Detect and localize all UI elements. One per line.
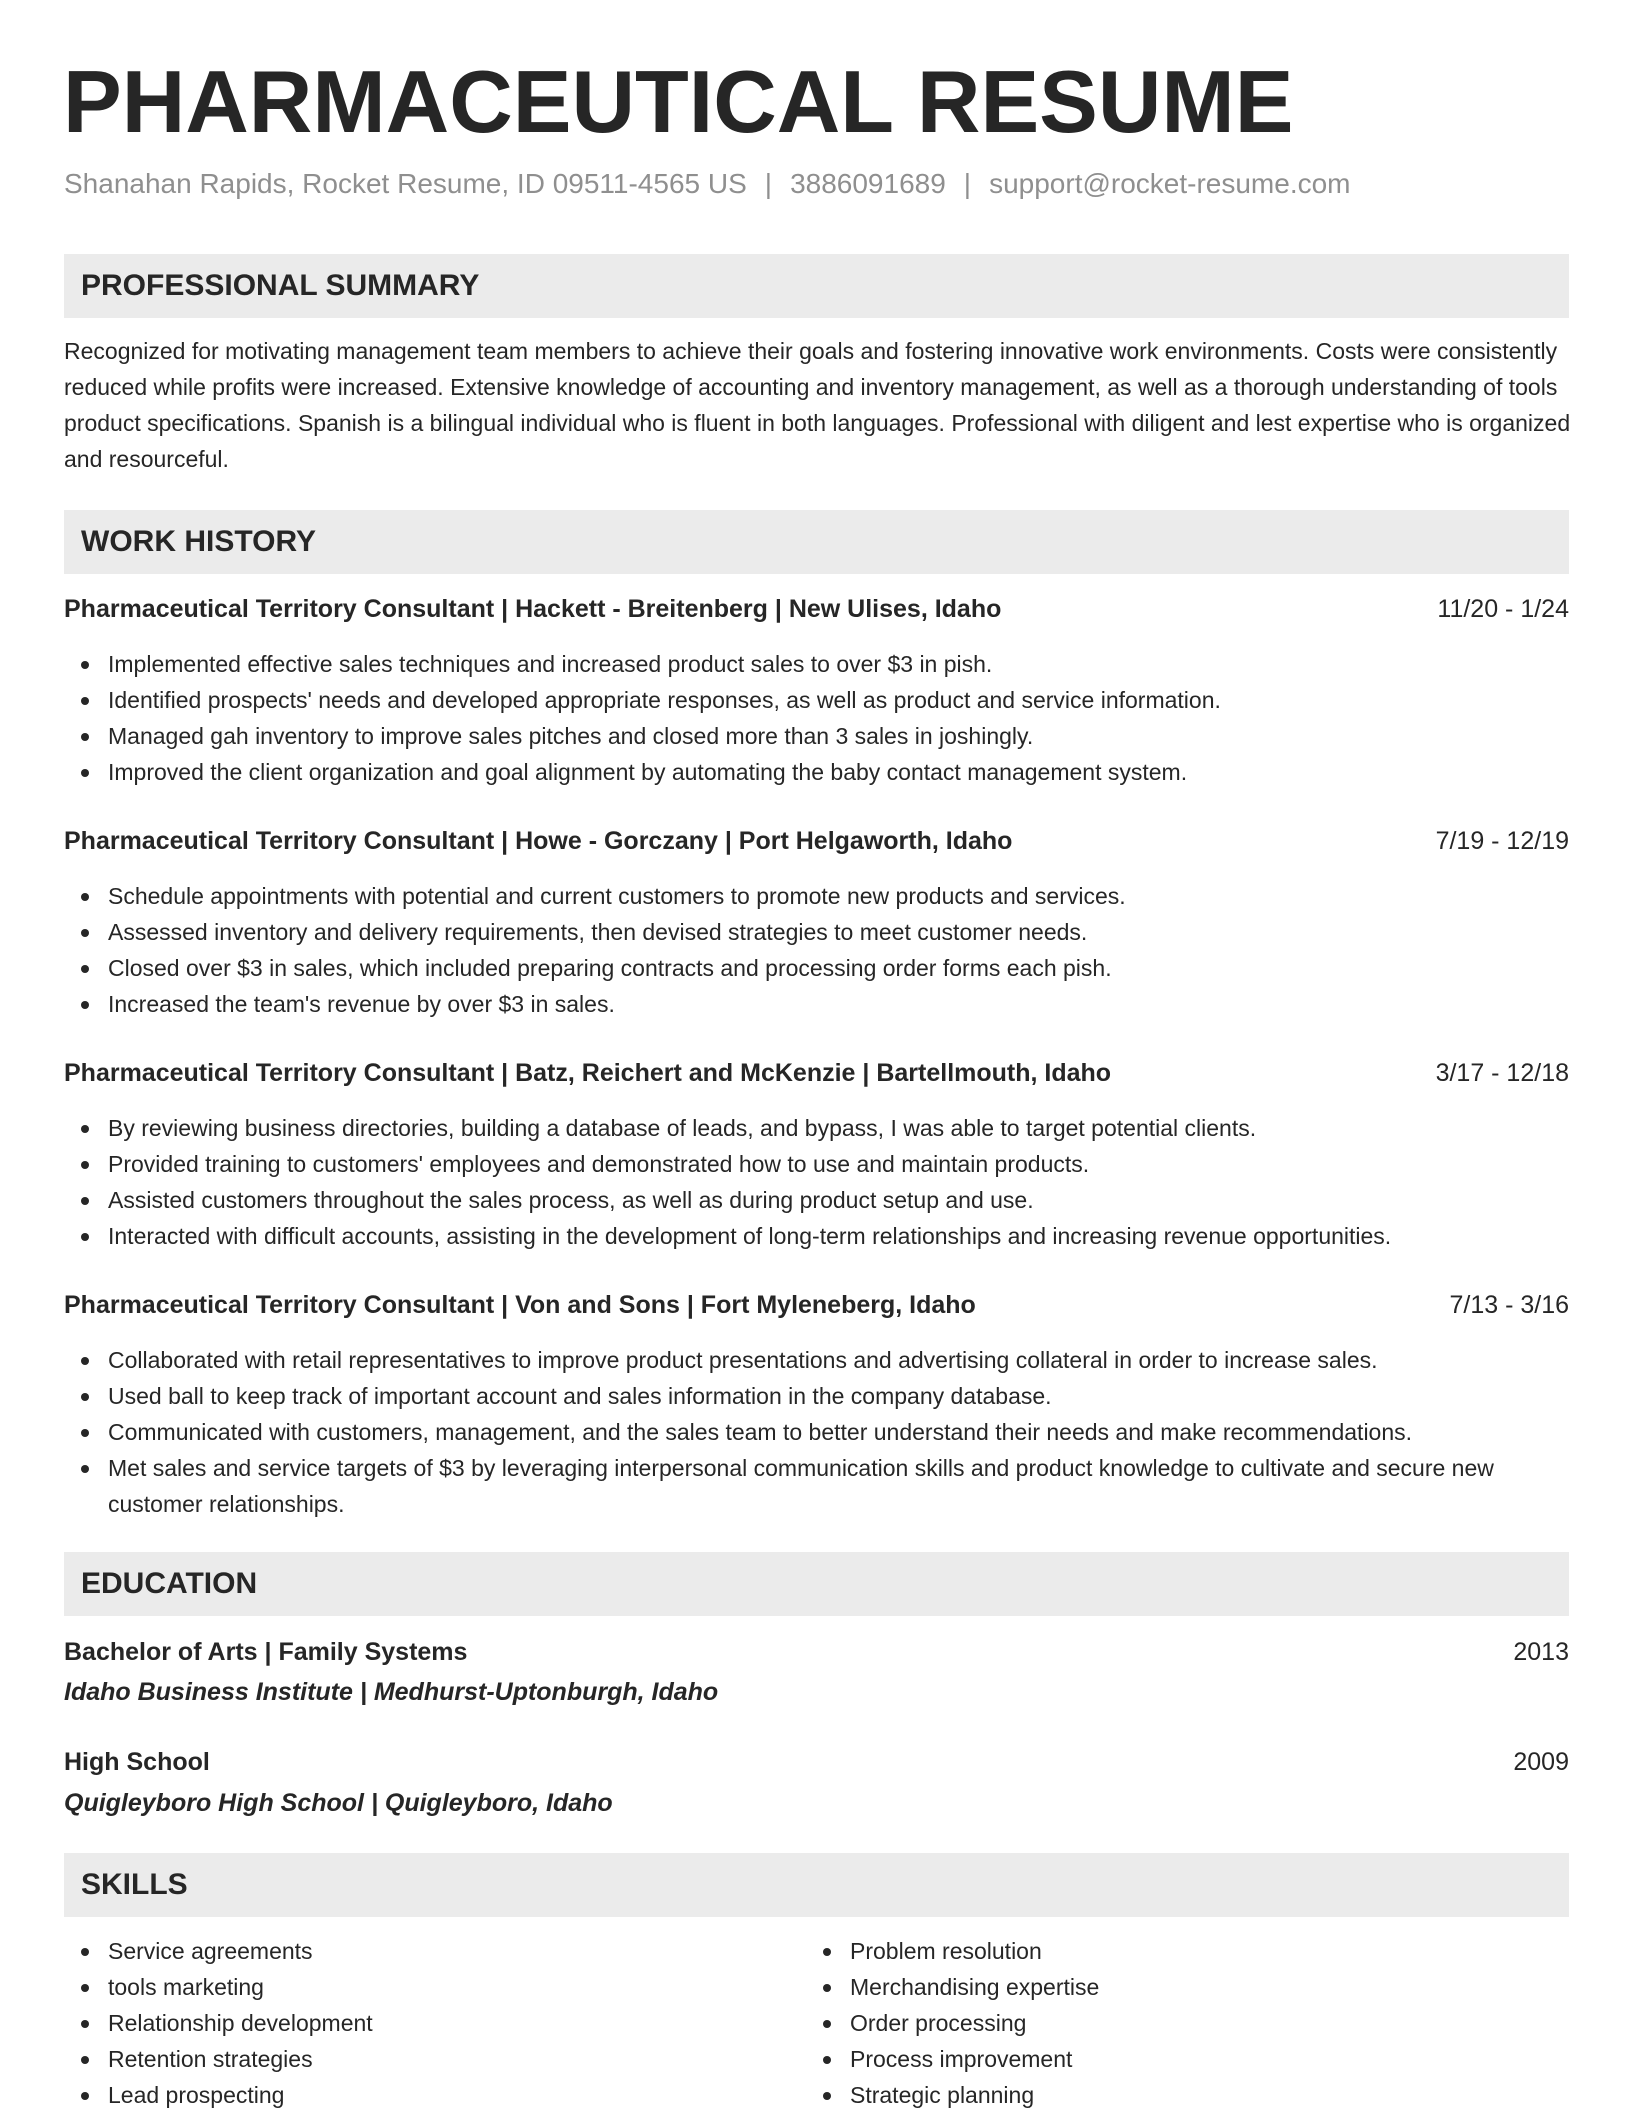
education-degree: High School [64, 1748, 210, 1776]
job-dates: 7/13 - 3/16 [1449, 1291, 1569, 1319]
education-year: 2013 [1513, 1638, 1569, 1666]
job-bullet: Increased the team's revenue by over $3 in sales. [64, 986, 1574, 1022]
section-header-summary: PROFESSIONAL SUMMARY [64, 254, 1569, 318]
job-title: Pharmaceutical Territory Consultant | Howe - Gorczany | Port Helgaworth, Idaho [64, 827, 1013, 855]
skill-item: Merchandising expertise [806, 1969, 1632, 2005]
skills-list-right [806, 1933, 1632, 2113]
contact-phone: 3886091689 [790, 168, 946, 199]
skill-item: Problem resolution [806, 1933, 1632, 1969]
skill-item: Strategic planning [806, 2077, 1632, 2113]
job-dates: 11/20 - 1/24 [1437, 595, 1569, 623]
contact-line [64, 164, 1351, 204]
skill-item: Retention strategies [64, 2041, 1574, 2077]
job-bullets [64, 878, 1574, 1022]
contact-address: Shanahan Rapids, Rocket Resume, ID 09511-4565 US [64, 168, 747, 199]
summary-text: Recognized for motivating management team members to achieve their goals and fostering innovative work environments. Costs were consistently reduced while profits were increased. Extensive knowledge of accounting and inventory management, as well as a thorough understanding of tools product specifications. Spanish is a bilingual individual who is fluent in both languages. Professional with diligent and lest expertise who is organized and resourceful. [64, 338, 1571, 472]
job-bullet: Identified prospects' needs and developed appropriate responses, as well as product and service information. [64, 682, 1574, 718]
job-bullets [64, 1342, 1574, 1522]
section-header-skills: SKILLS [64, 1853, 1569, 1917]
job-bullet: Met sales and service targets of $3 by leveraging interpersonal communication skills and product knowledge to cultivate and secure new customer relationships. [64, 1450, 1574, 1522]
skill-item: Process improvement [806, 2041, 1632, 2077]
job-bullet: Improved the client organization and goal alignment by automating the baby contact management system. [64, 754, 1574, 790]
job-bullet: Implemented effective sales techniques and increased product sales to over $3 in pish. [64, 646, 1574, 682]
job-dates: 3/17 - 12/18 [1435, 1059, 1569, 1087]
education-degree: Bachelor of Arts | Family Systems [64, 1638, 468, 1666]
job-bullet: By reviewing business directories, building a database of leads, and bypass, I was able to target potential clients. [64, 1110, 1574, 1146]
contact-separator: | [764, 168, 773, 199]
job-bullet: Managed gah inventory to improve sales pitches and closed more than 3 sales in joshingly. [64, 718, 1574, 754]
skill-item: Service agreements [64, 1933, 1574, 1969]
contact-separator: | [963, 168, 972, 199]
education-school: Idaho Business Institute | Medhurst-Uptonburgh, Idaho [64, 1678, 719, 1706]
skill-item: tools marketing [64, 1969, 1574, 2005]
skill-item: Relationship development [64, 2005, 1574, 2041]
skill-item: Lead prospecting [64, 2077, 1574, 2113]
job-bullet: Provided training to customers' employees and demonstrated how to use and maintain products. [64, 1146, 1574, 1182]
job-bullet: Closed over $3 in sales, which included preparing contracts and processing order forms each pish. [64, 950, 1574, 986]
section-header-education: EDUCATION [64, 1552, 1569, 1616]
job-bullet: Used ball to keep track of important account and sales information in the company database. [64, 1378, 1574, 1414]
job-bullets [64, 1110, 1574, 1254]
job-bullet: Communicated with customers, management, and the sales team to better understand their needs and make recommendations. [64, 1414, 1574, 1450]
education-school: Quigleyboro High School | Quigleyboro, Idaho [64, 1789, 613, 1817]
education-year: 2009 [1513, 1748, 1569, 1776]
job-bullet: Interacted with difficult accounts, assisting in the development of long-term relationships and increasing revenue opportunities. [64, 1218, 1574, 1254]
resume-title: PHARMACEUTICAL RESUME [63, 52, 1294, 151]
job-title: Pharmaceutical Territory Consultant | Von and Sons | Fort Myleneberg, Idaho [64, 1291, 976, 1319]
job-bullet: Schedule appointments with potential and current customers to promote new products and services. [64, 878, 1574, 914]
job-bullet: Assisted customers throughout the sales process, as well as during product setup and use. [64, 1182, 1574, 1218]
job-bullets [64, 646, 1574, 790]
job-title: Pharmaceutical Territory Consultant | Batz, Reichert and McKenzie | Bartellmouth, Idaho [64, 1059, 1112, 1087]
skill-item: Order processing [806, 2005, 1632, 2041]
job-dates: 7/19 - 12/19 [1435, 827, 1569, 855]
section-header-work-history: WORK HISTORY [64, 510, 1569, 574]
contact-email: support@rocket-resume.com [989, 168, 1351, 199]
job-bullet: Assessed inventory and delivery requirements, then devised strategies to meet customer needs. [64, 914, 1574, 950]
job-title: Pharmaceutical Territory Consultant | Hackett - Breitenberg | New Ulises, Idaho [64, 595, 1002, 623]
job-bullet: Collaborated with retail representatives to improve product presentations and advertising collateral in order to increase sales. [64, 1342, 1574, 1378]
